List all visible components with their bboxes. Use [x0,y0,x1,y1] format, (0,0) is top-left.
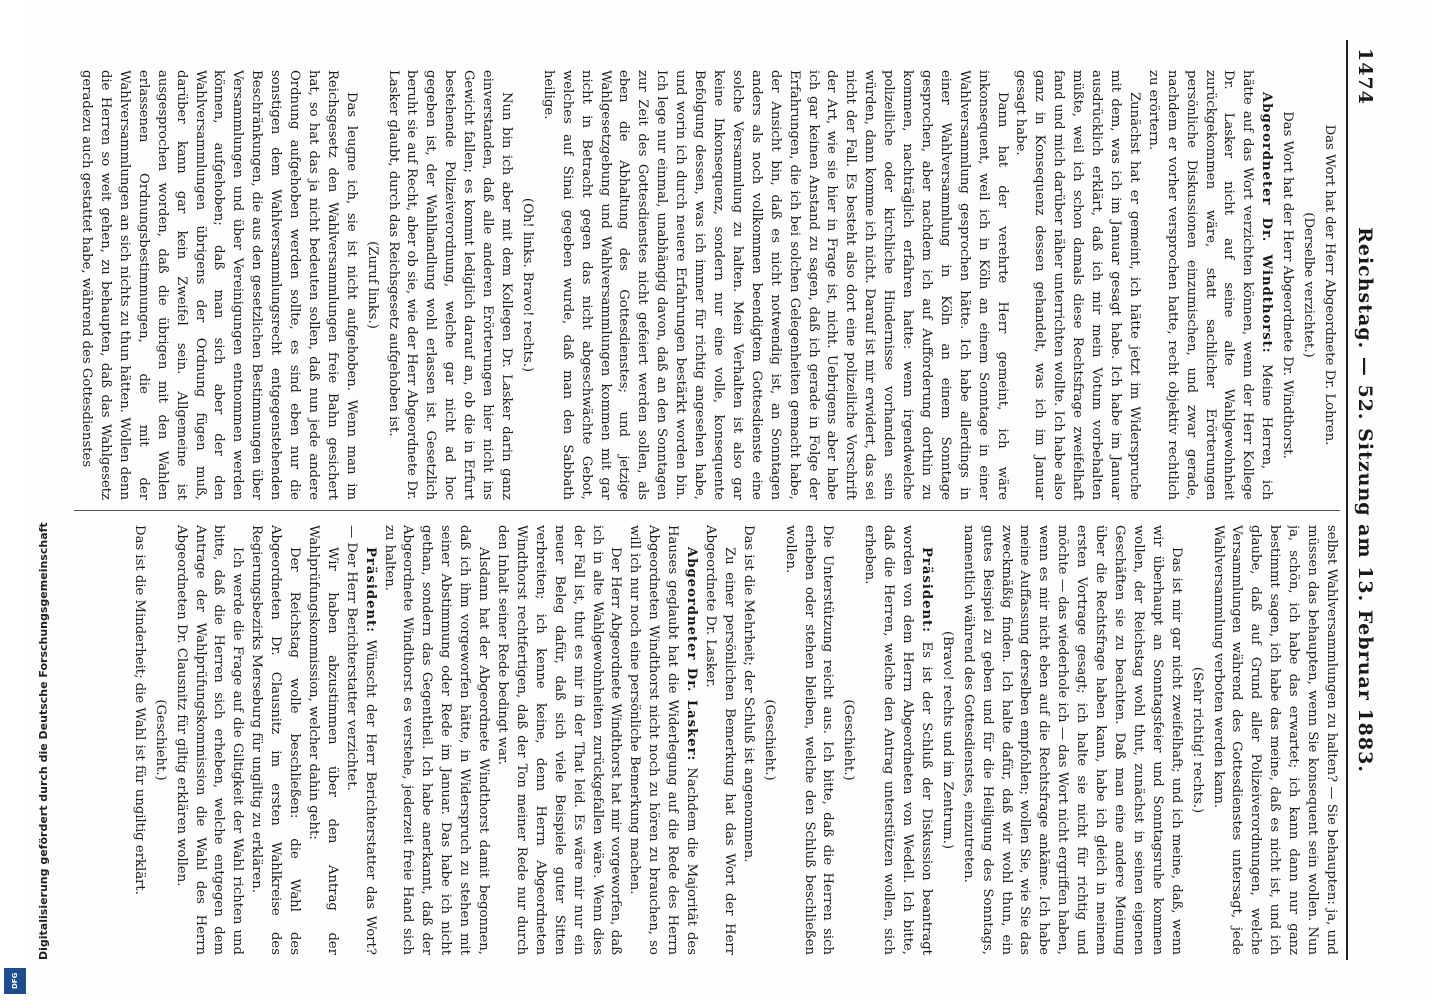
paragraph [859,525,935,955]
attribution-text: Digitalisierung gefördert durch die Deutsche Forschungsgemeinschaft [37,522,50,960]
paragraph-text: Wir haben abzustimmen über den Antrag der Wahlprüfungskommission, welcher dahin geht: [305,525,340,955]
speaker-name: Abgeordneter Dr. Windthorst: [1259,92,1275,354]
paragraph-text: Wünscht der Herr Berichterstatter das Wort? — Der Herr Berichterstatter verzichtet. [343,525,378,955]
paragraph-text: Die Unterstützung reicht aus. Ich bitte, daß die Herren sich erheben oder stehen bleiben, welche den Schluß beschließen wollen. [782,525,836,955]
paragraph [538,70,1011,500]
stage-direction: (Geschieht.) [841,699,857,781]
page-header [1346,40,1376,960]
paragraph [341,525,379,955]
paragraph [1208,525,1340,955]
paragraph-text: Der Herr Abgeordnete Windthorst hat mir vorgeworfen, daß ich in alte Wahlgewohnheiten zurückgefallen wäre. Wenn dies der Fall ist, thut es mir in der That leid. Es wäre mir nur ein neuer Beleg dafür, daß sich viele Beispiele guter Sitten verbreiten; ich kenne keine, denn Herrn Abgeordneten Windthorst rechtfertigen, daß der Ton meiner Rede nur durch den Inhalt seiner Rede bedingt war. [495,525,624,955]
paragraph-text: Der Reichstag wolle beschließen: die Wahl des Abgeordneten Dr. Clausnitz im ersten Wahlkreise des Regierungsbezirks Merseburg für ungiltig zu erklären. [249,525,303,955]
paragraph [171,525,247,955]
page-number: 1474 [1354,48,1376,105]
stage-direction: (Zuruf links.) [364,241,380,329]
paragraph [303,525,341,955]
column-divider [74,510,1340,511]
attribution-strip [0,0,30,1000]
paragraph-text: Das ist die Minderheit; die Wahl ist für ungiltig erklärt. [131,525,147,895]
stage-direction: Das Wort hat der Herr Abgeordnete Dr. Windthorst. [1280,111,1296,459]
paragraph-text: Ich werde die Frage auf die Giltigkeit der Wahl richten und bitte, daß die Herren sich erheben, welche entgegen dem Antrage der Wahlprüfungskommission die Wahl des Herrn Abgeordneten Dr. Clausnitz für giltig erklären wollen. [173,525,246,955]
paragraph [492,525,624,955]
stage-direction: (Geschieht.) [761,699,777,781]
stage-direction: (Bravo! rechts und im Zentrum.) [939,630,955,850]
paragraph [246,525,303,955]
paragraph [1011,70,1143,500]
paragraph [624,525,700,955]
paragraph-text: Meine Herren, ich hätte auf das Wort verzichten können, wenn der Herr Kollege Dr. Lasker nicht auf seine alte Wahlgewohnheit zurückgekommen wäre, statt sachlicher Erörterungen persönliche Diskussionen einzumischen, und zwar gerade, nachdem er vorher versprochen hatte, recht objektiv rechtlich zu erörtern. [1145,70,1275,500]
paragraph-text: Das leugne ich, sie ist nicht aufgehoben. Wenn man im Reichsgesetz den Wahlversammlungen freie Bahn gesichert hat, so hat das ja nicht bedeuten sollen, daß nun jede andere Ordnung aufgehoben werden sollte, es sind eben nur die sonstigen dem Wahlversammlungsrecht entgegenstehenden Beschränkungen, die aus den gesetzlichen Bestimmungen über Versammlungen und über Vereinigungen entnommen werden können, aufgehoben; daß man sich aber der den Wahlversammlungen übrigens der Ordnung fügen muß, darüber kann gar kein Zweifel sein. Allgemeine ist ausgesprochen worden, daß die übrigen mit den Wahlen erlassenen Ordnungsbestimmungen, die mit der Wahlversammlungen an sich nichts zu thun hätten. Wollen denn die Herren so weit gehen, zu behaupten, daß das Wahlgesetz geradezu auch gestattet habe, während des Gottesdienstes [79,70,359,500]
text-column-left [74,70,1340,500]
speaker-name: Abgeordneter Dr. Lasker: [684,547,700,762]
paragraph-text: Nun bin ich aber mit dem Kollegen Dr. Lasker darin ganz einverstanden, daß alle anderen Erörterungen hier nicht ins Gewicht fallen; es kommt lediglich darauf an, ob die in Erfurt bestehende Polizeiverordnung, welche gar nicht ad hoc gegeben ist, der Wahlhandlung wohl erlassen ist. Gesetzlich beruht sie auf Recht, aber ob sie, wie der Herr Abgeordnete Dr. Lasker glaubt, durch das Reichsgesetz aufgehoben ist. [385,70,515,500]
paragraph-text: Nachdem die Majorität des Hauses geglaubt hat die Widerlegung auf die Rede des Herrn Abgeordneten Windthorst nicht noch zu hören zu brauchen, so will ich nur noch eine persönliche Bemerkung machen. [627,525,700,955]
paragraph-text: Es ist der Schluß der Diskussion beantragt worden von dem Herrn Abgeordneten von Wedell. Ich bitte, daß die Herren, welche den Antrag unterstützen wollen, sich erheben. [862,525,934,955]
paragraph-text: Das ist mir gar nicht zweifelhaft; und ich meine, daß, wenn wir überhaupt an Sonntagsfeier und Sonntagsruhe kommen wollen, der Reichstag wohl thut, zunächst in seinen eigenen Geschäften sie zu beachten. Daß man eine andere Meinung über die Rechtsfrage haben kann, habe ich gleich in meinem ersten Vortrage gesagt; ich halte sie nicht für richtig und möchte — das wiederhole ich — das Wort nicht ergriffen haben, wenn es mir nicht eben auf die Rechtsfrage ankäme. Ich habe meine Auffassung derselben empfohlen; wollen Sie, wie Sie das zweckmäßig finden. Ich halte dafür, daß wir wohl thun, ein gutes Beispiel zu geben und für die Heiligung des Sonntags, namentlich während des Gottesdienstes, einzutreten. [960,525,1184,955]
paragraph [738,525,757,955]
stage-direction: (Geschieht.) [152,699,168,781]
paragraph-text: selbst Wahlversammlungen zu halten? — Sie behaupten: ja, und müssen das behaupten, wenn Sie konsequent sein wollen. Nun ja, schön, ich habe das erwartet; ich kann dann nur ganz bestimmt sagen, ich habe das meine, daß es nicht ist, und ich glaube, daß auf Grund aller Polizeiverordnungen, welche Versammlungen während des Gottesdienstes untersagt, jede Wahlversammlung verboten werden kann. [1210,525,1339,955]
paragraph-text: Das ist die Mehrheit; der Schluß ist angenommen. [740,525,756,863]
paragraph [76,70,360,500]
paragraph-text: Alsdann hat der Abgeordnete Windthorst damit begonnen, daß ich ihm vorgeworfen hätte, in Widerspruch zu stehen mit seiner Abstimmung oder Rede im Januar. Das habe ich nicht gethan, sondern das Gegentheil. Ich habe anerkannt, daß der Abgeordnete Windthorst es verstehe, jederzeit freie Hand sich zu halten. [381,525,492,955]
stage-direction: (Derselbe verzichtet.) [1301,212,1317,358]
speaker-name: Präsident: [918,547,934,634]
paragraph [780,525,837,955]
paragraph [1143,70,1275,500]
text-column-right [74,525,1340,955]
paragraph [383,70,515,500]
stage-direction: (Sehr richtig! rechts.) [1189,666,1205,814]
paragraph [958,525,1185,955]
stage-direction: Das Wort hat der Herr Abgeordnete Dr. Lohren. [1322,124,1337,446]
paragraph-text: Zunächst hat er gemeint, ich hätte jetzt im Widerspruche mit dem, was ich im Januar gesagt habe. Ich habe im Januar ausdrücklich erklärt, daß ich mir mein Votum vorbehalten müßte, weil ich schon damals diese Rechtsfrage zweifelhaft fand und mich darüber näher unterrichten wollte. Ich habe also ganz in Konsequenz dessen gehandelt, was ich im Januar gesagt habe. [1013,70,1142,500]
paragraph [379,525,492,955]
page-title: Reichstag. — 52. Sitzung am 13. Februar 1883. [1354,227,1376,773]
stage-direction: (Oh! links. Bravo! rechts.) [519,197,535,373]
paragraph-text: Zu einer persönlichen Bemerkung hat das Wort der Herr Abgeordnete Dr. Lasker. [703,525,737,955]
dfg-logo: DFG [4,968,26,994]
paragraph-text: Dann hat der verehrte Herr gemeint, ich wäre inkonsequent, weil ich in Köln an einem Sonntage in einer Wahlversammlung gesprochen hätte. Ich habe allerdings in einer Wahlversammlung in Köln an einem Sonntage gesprochen, aber nachdem ich auf Aufforderung dorthin zu kommen, nachträglich erfahren hatte: wenn irgendwelche polizeiliche oder kirchliche Hindernisse vorhanden sein würden, dann komme ich nicht. Darauf ist mir erwidert, das sei nicht der Fall. Es besteht also dort eine polizeiliche Vorschrift der Art, wie sie hier in Frage ist, nicht. Uebrigens aber habe ich gar keinen Anstand zu sagen, daß ich gerade in Folge der Erfahrungen, die ich bei solchen Gelegenheiten gemacht habe, der Ansicht bin, daß es nicht notwendig ist, an Sonntagen anders als noch vollkommen beendigtem Gottesdienste eine solche Versammlung zu halten. Mein Verhalten ist also gar keine Inkonsequenz, sondern nur eine volle, konsequente Befolgung dessen, was ich immer für richtig angesehen habe, und worin ich durch neuere Erfahrungen bestärkt worden bin. Ich lege nur einmal, unabhängig davon, daß an den Sonntagen zur Zeit des Gottesdienstes nicht gefeiert werden sollen, als eben die Abhaltung des Gottesdienstes; und jetzige Wahlgesetzgebung und Wahlversammlungen kommen mit gar nicht in Betracht gegen das nicht abgeschwächte Gebot, welches auf Sinai gegeben wurde, daß man den Sabbath heilige. [540,70,1010,500]
speaker-name: Präsident: [362,547,378,634]
paragraph [129,525,148,955]
paragraph [700,525,738,955]
